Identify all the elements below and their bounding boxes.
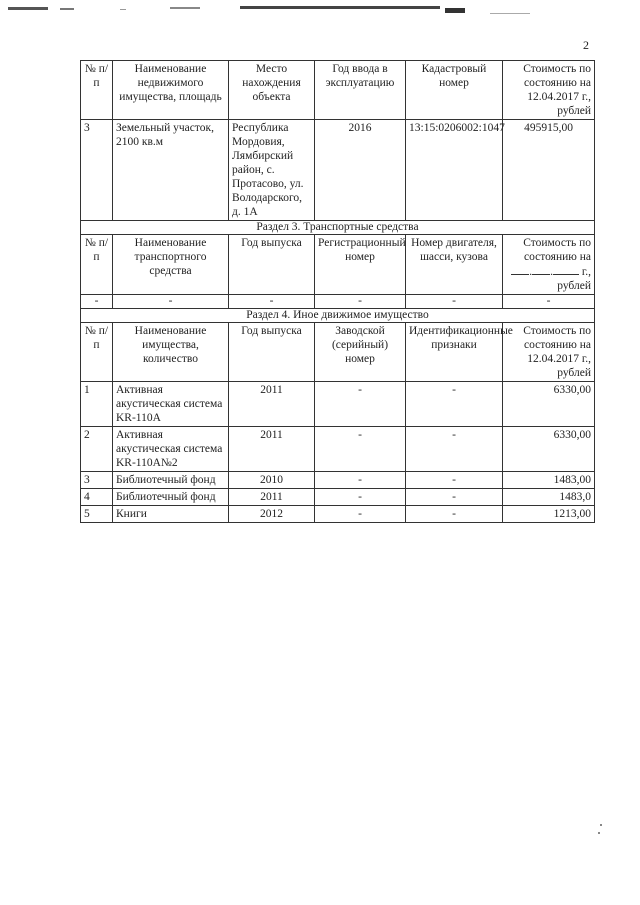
table-row <box>81 505 595 522</box>
commission-year: 2016 <box>315 120 406 221</box>
section-3-title: Раздел 3. Транспортные средства <box>81 221 595 235</box>
header-cell: Идентификационные признаки <box>406 322 503 381</box>
empty-cell: - <box>229 295 315 308</box>
header-cell: Наименование имущества, количество <box>113 322 229 381</box>
header-cell: Год ввода в эксплуатацию <box>315 61 406 120</box>
row-number: 1 <box>81 381 113 426</box>
header-cell: № п/п <box>81 322 113 381</box>
header-cell: Стоимость по состоянию на 12.04.2017 г., рублей <box>503 322 595 381</box>
property-location: Республика Мордовия, Лямбирский район, с. Протасово, ул. Володарского, д. 1А <box>229 120 315 221</box>
row-number: 5 <box>81 505 113 522</box>
item-name: Активная акустическая система KR-110A№2 <box>113 426 229 471</box>
cost-value: 1483,00 <box>503 471 595 488</box>
scan-artifact <box>0 3 640 17</box>
release-year: 2010 <box>229 471 315 488</box>
cost-value: 6330,00 <box>503 426 595 471</box>
identification: - <box>406 471 503 488</box>
table-row <box>81 488 595 505</box>
header-cell: Наименование недвижимого имущества, площадь <box>113 61 229 120</box>
property-table <box>80 60 595 523</box>
release-year: 2011 <box>229 426 315 471</box>
header-cell: № п/п <box>81 61 113 120</box>
empty-cell: - <box>113 295 229 308</box>
empty-cell: - <box>315 295 406 308</box>
item-name: Библиотечный фонд <box>113 488 229 505</box>
cost-value: 495915,00 <box>503 120 595 221</box>
release-year: 2012 <box>229 505 315 522</box>
item-name: Активная акустическая система KR-110A <box>113 381 229 426</box>
row-number: 2 <box>81 426 113 471</box>
cadastral-number: 13:15:0206002:1047 <box>406 120 503 221</box>
table-row <box>81 295 595 308</box>
header-cell: Год выпуска <box>229 235 315 295</box>
header-cell: Год выпуска <box>229 322 315 381</box>
serial-number: - <box>315 426 406 471</box>
header-cell: № п/п <box>81 235 113 295</box>
section3-header-row <box>81 235 595 295</box>
cost-value: 1483,0 <box>503 488 595 505</box>
cost-header-label: Стоимость по состоянию на <box>523 237 591 264</box>
serial-number: - <box>315 505 406 522</box>
row-number: 4 <box>81 488 113 505</box>
table-row <box>81 426 595 471</box>
header-cell: Стоимость по состоянию на 12.04.2017 г., рублей <box>503 61 595 120</box>
identification: - <box>406 488 503 505</box>
empty-cell: - <box>81 295 113 308</box>
table1-header-row <box>81 61 595 120</box>
identification: - <box>406 426 503 471</box>
item-name: Книги <box>113 505 229 522</box>
section4-header-row <box>81 322 595 381</box>
cost-value: 1213,00 <box>503 505 595 522</box>
section-title-row <box>81 308 595 322</box>
table-row <box>81 471 595 488</box>
item-name: Библиотечный фонд <box>113 471 229 488</box>
empty-cell: - <box>503 295 595 308</box>
release-year: 2011 <box>229 381 315 426</box>
page-number: 2 <box>583 38 589 52</box>
header-cell: Наименование транспортного средства <box>113 235 229 295</box>
header-cell: Стоимость по состоянию на . . г., рублей <box>503 235 595 295</box>
identification: - <box>406 505 503 522</box>
serial-number: - <box>315 381 406 426</box>
header-cell: Регистрационный номер <box>315 235 406 295</box>
header-cell: Место нахождения объекта <box>229 61 315 120</box>
header-cell: Заводской (серийный) номер <box>315 322 406 381</box>
row-number: 3 <box>81 471 113 488</box>
table-row <box>81 120 595 221</box>
property-name: Земельный участок, 2100 кв.м <box>113 120 229 221</box>
section-title-row <box>81 221 595 235</box>
cost-value: 6330,00 <box>503 381 595 426</box>
header-cell: Номер двигателя, шасси, кузова <box>406 235 503 295</box>
scan-speck <box>598 832 600 834</box>
identification: - <box>406 381 503 426</box>
table-row <box>81 381 595 426</box>
release-year: 2011 <box>229 488 315 505</box>
serial-number: - <box>315 488 406 505</box>
section-4-title: Раздел 4. Иное движимое имущество <box>81 308 595 322</box>
row-number: 3 <box>81 120 113 221</box>
header-cell: Кадастровый номер <box>406 61 503 120</box>
cost-header-suffix: г., рублей <box>557 266 591 293</box>
empty-cell: - <box>406 295 503 308</box>
scan-speck <box>600 824 602 826</box>
serial-number: - <box>315 471 406 488</box>
